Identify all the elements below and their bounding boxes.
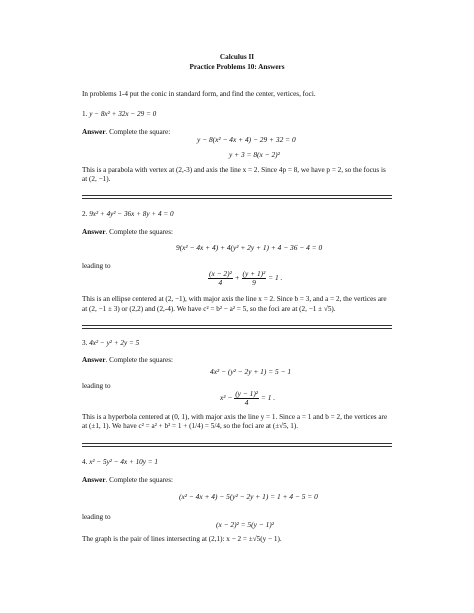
problem-1-conclusion-line-2: at (2, −1). (82, 175, 111, 183)
answer-label: Answer (82, 128, 106, 136)
section-divider (82, 198, 392, 199)
answer-instruction: . Complete the squares: (105, 476, 174, 484)
fraction-numerator: (y − 1)² (235, 389, 258, 398)
answer-instruction: . Complete the squares: (105, 356, 174, 364)
document-subtitle: Practice Problems 10: Answers (189, 63, 285, 71)
section-divider (82, 325, 392, 326)
problem-1-conclusion-line-1: This is a parabola with vertex at (2,-3) and axis the line x = 2. Since 4p = 8, we have p = 2, so the focus is (82, 166, 386, 174)
problem-3-standard-form (220, 390, 275, 407)
problem-number: 1. (82, 110, 88, 118)
section-divider (82, 446, 392, 447)
intro-text: In problems 1-4 put the conic in standard form, and find the center, vertices, foci. (82, 90, 316, 98)
fraction-denominator: 4 (244, 398, 249, 407)
fraction-denominator: 4 (218, 278, 223, 287)
problem-2-conclusion-line-2: at (2, −1 ± 3) or (2,2) and (2,-4). We have c² = b² − a² = 5, so the foci are at (2, −1 ± √5). (82, 305, 336, 313)
answer-label: Answer (82, 228, 106, 236)
problem-3-answer (82, 356, 173, 365)
leading-to-text: leading to (82, 382, 111, 390)
section-divider (82, 195, 392, 196)
problem-2-standard-form (208, 270, 282, 287)
fraction-denominator: 9 (252, 278, 256, 287)
fraction (242, 270, 267, 287)
problem-1-answer (82, 128, 170, 137)
problem-2-equation-1: 9(x² − 4x + 4) + 4(y² + 2y + 1) + 4 − 36 − 4 = 0 (176, 243, 323, 252)
problem-4-equation-1: (x² − 4x + 4) − 5(y² − 2y + 1) = 1 + 4 − 5 = 0 (179, 492, 318, 501)
section-divider (82, 443, 392, 444)
equation-rhs: = 1 . (260, 393, 276, 403)
fraction (208, 270, 233, 287)
problem-3-statement (82, 339, 139, 348)
answer-instruction: . Complete the square: (105, 128, 171, 136)
fraction (234, 390, 259, 407)
problem-1-equation-2: y + 3 = 8(x − 2)² (229, 150, 280, 159)
answer-instruction: . Complete the squares: (105, 228, 174, 236)
problem-3-conclusion-line-1: This is a hyperbola centered at (0, 1), with major axis the line y = 1. Since a = 1 and b = 2, the vertices are (82, 413, 388, 421)
section-divider (82, 328, 392, 329)
problem-number: 4. (82, 458, 88, 466)
answer-label: Answer (82, 476, 106, 484)
problem-equation: x² − 5y² − 4x + 10y = 1 (89, 458, 159, 466)
leading-to-text: leading to (82, 513, 111, 521)
problem-1-equation-1: y − 8(x² − 4x + 4) − 29 + 32 = 0 (197, 135, 296, 144)
plus-sign: + (234, 273, 240, 283)
fraction-numerator: (y + 1)² (242, 269, 266, 278)
problem-3-equation-1: 4x² − (y² − 2y + 1) = 5 − 1 (210, 367, 292, 376)
equation-rhs: = 1 . (268, 273, 283, 283)
problem-equation: y − 8x² + 32x − 29 = 0 (89, 110, 157, 118)
problem-4-equation-2: (x − 2)² = 5(y − 1)² (216, 520, 274, 529)
problem-equation: 4x² − y² + 2y = 5 (89, 339, 140, 347)
problem-number: 2. (82, 210, 88, 218)
problem-2-answer (82, 228, 173, 237)
problem-4-conclusion-line-1: The graph is the pair of lines intersecting at (2,1): x − 2 = ±√5(y − 1). (82, 535, 282, 543)
problem-2-statement (82, 210, 174, 219)
fraction-numerator: (x − 2)² (209, 269, 232, 278)
problem-1-statement (82, 110, 156, 119)
problem-4-answer (82, 476, 173, 485)
problem-equation: 9x² + 4y² − 36x + 8y + 4 = 0 (89, 210, 174, 218)
document-title: Calculus II (219, 53, 255, 61)
problem-3-conclusion-line-2: at (±1, 1). We have c² = a² + b² = 1 + (1/4) = 5/4, so the foci are at (±√5, 1). (82, 422, 299, 430)
leading-to-text: leading to (82, 262, 111, 270)
problem-4-statement (82, 458, 158, 467)
equation-lhs: x² − (220, 393, 233, 403)
problem-2-conclusion-line-1: This is an ellipse centered at (2, −1), with major axis the line x = 2. Since b = 3, and a = 2, the vertices are (82, 295, 387, 303)
problem-number: 3. (82, 339, 88, 347)
answer-label: Answer (82, 356, 106, 364)
